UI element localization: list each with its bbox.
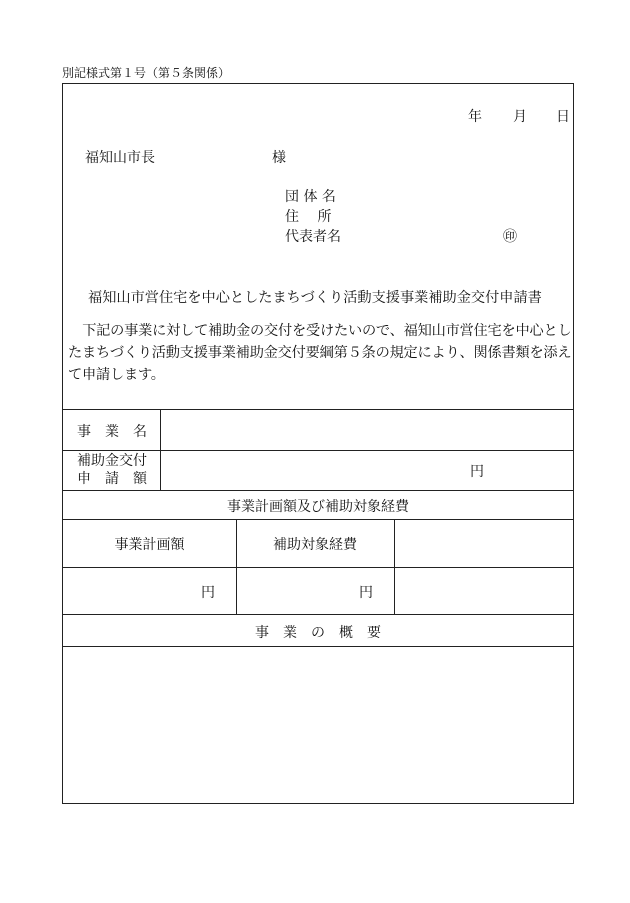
date-day-label: 日 — [556, 109, 570, 125]
table-row-divider — [63, 490, 573, 491]
application-title: 福知山市営住宅を中心としたまちづくり活動支援事業補助金交付申請書 — [88, 290, 542, 306]
grant-amount-label-line1: 補助金交付 — [77, 453, 147, 469]
representative-name-label: 代表者名 — [285, 229, 341, 245]
date-year-label: 年 — [468, 109, 482, 125]
project-overview-header: 事 業 の 概 要 — [255, 625, 381, 641]
seal-mark: ㊞ — [503, 229, 517, 245]
plan-amount-header: 事業計画額 — [114, 537, 185, 553]
grant-amount-label-line2: 申 請 額 — [77, 471, 147, 487]
eligible-cost-unit: 円 — [359, 585, 373, 601]
application-body-text: 下記の事業に対して補助金の交付を受けたいので、福知山市営住宅を中心としたまちづくり活動支援事業補助金交付要綱第５条の規定により、関係書類を添えて申請します。 — [68, 323, 572, 383]
addressee-suffix: 様 — [272, 150, 286, 166]
form-number-label: 別記様式第１号（第５条関係） — [62, 66, 231, 80]
eligible-cost-header: 補助対象経費 — [273, 537, 357, 553]
organization-name-label: 団 体 名 — [285, 189, 336, 205]
application-form-sheet — [62, 83, 574, 804]
grant-amount-unit: 円 — [470, 464, 484, 480]
plan-amount-unit: 円 — [201, 585, 215, 601]
project-name-label: 事 業 名 — [77, 424, 147, 440]
grant-amount-field[interactable] — [161, 451, 571, 489]
project-overview-field[interactable] — [64, 647, 572, 802]
project-name-field[interactable] — [161, 410, 571, 449]
table-row-divider — [63, 519, 573, 520]
addressee-name: 福知山市長 — [85, 150, 155, 166]
plan-and-eligible-cost-header: 事業計画額及び補助対象経費 — [227, 499, 409, 515]
date-month-label: 月 — [513, 109, 527, 125]
table-row-divider — [63, 614, 573, 615]
address-label: 住 所 — [285, 209, 332, 225]
table-column-divider — [394, 519, 395, 614]
